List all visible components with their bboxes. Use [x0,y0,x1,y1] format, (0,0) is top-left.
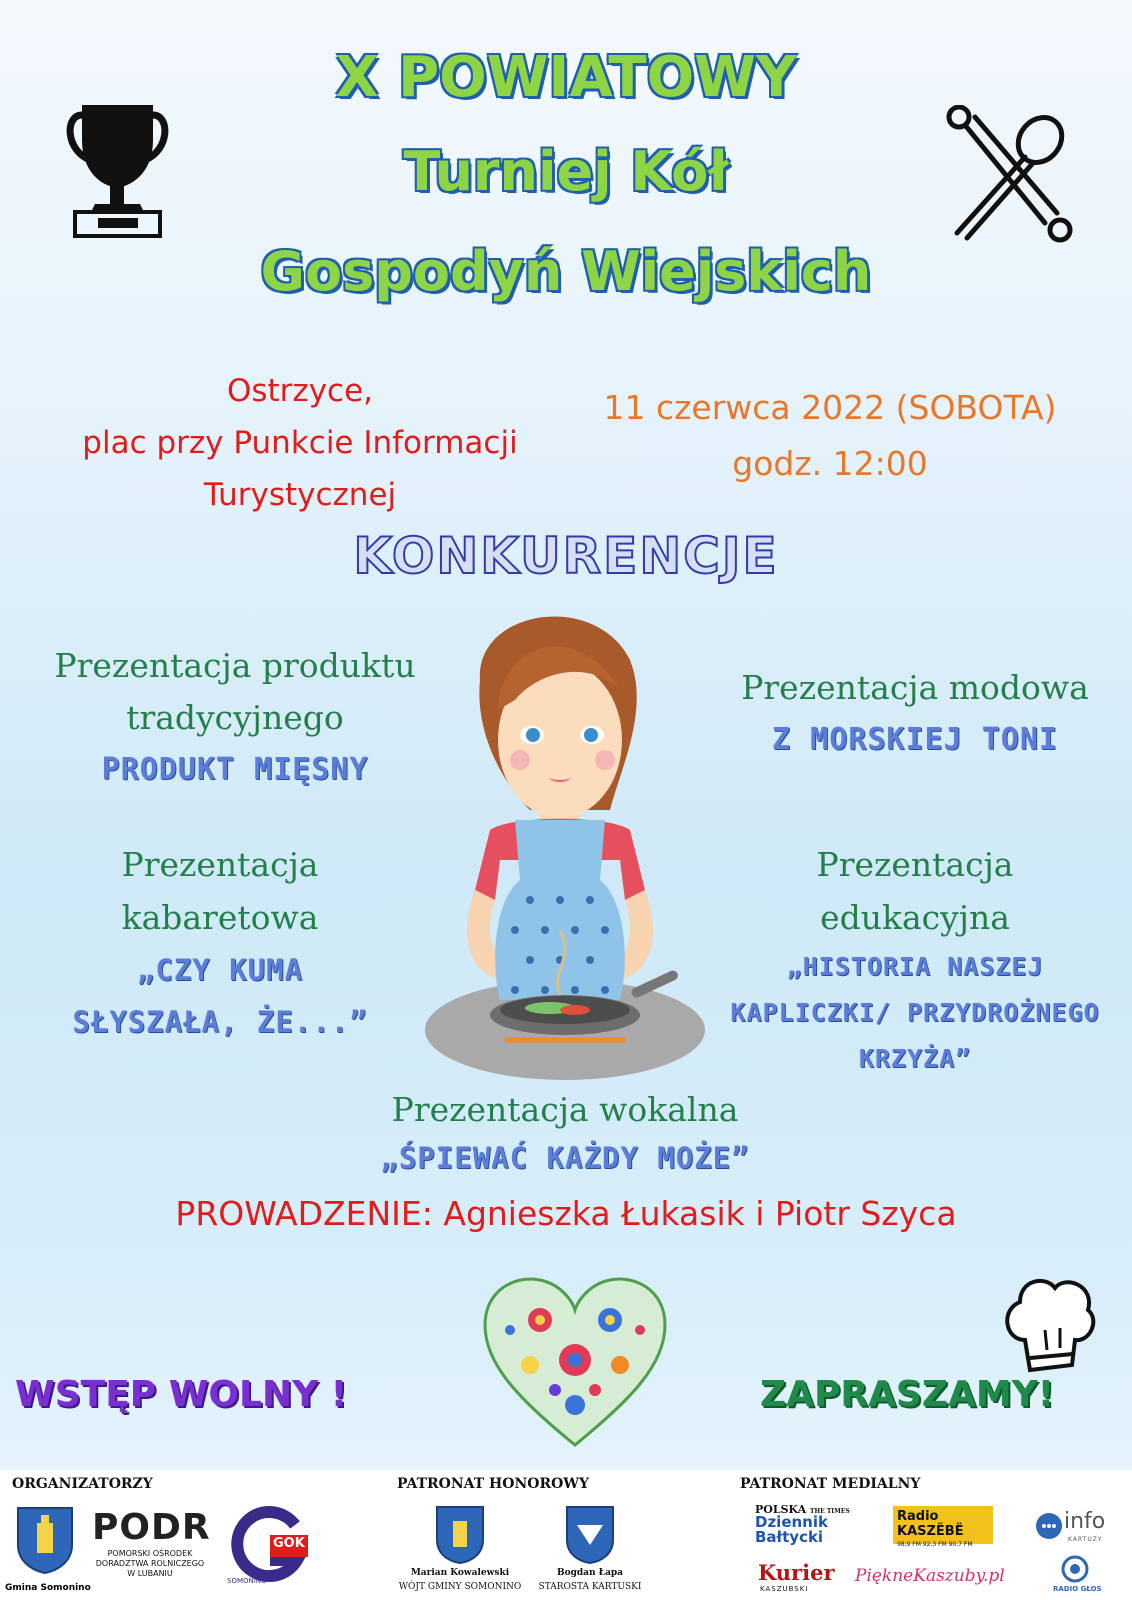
podr-description [90,1549,210,1579]
piekne-kaszuby-logo: PiękneKaszuby.pl [855,1566,1005,1586]
trophy-icon [60,100,175,240]
patron-2-name: Bogdan Łapa [556,1568,624,1578]
competition-education-theme-2: KAPLICZKI/ PRZYDROŻNEGO [730,998,1100,1027]
competition-education [720,838,1110,1082]
media-heading: PATRONAT MEDIALNY [740,1476,921,1492]
free-entry: WSTĘP WOLNY ! [15,1374,348,1415]
radio-kaszebe-freq: 98,9 FM 92,3 FM 90,7 FM [897,1541,973,1548]
competition-fashion-theme: Z MORSKIEJ TONI [772,722,1058,757]
competition-education-theme-3: KRZYŻA” [858,1044,972,1073]
info-label: info [1064,1509,1106,1534]
dziennik-label-2: Bałtycki [755,1528,824,1546]
dziennik-label-1: Dziennik [755,1513,828,1531]
location-line-2: plac przy Punkcie Informacji [82,425,518,461]
date [560,380,1100,492]
competition-education-label-1: Prezentacja [816,845,1014,884]
patron-1-role: WÓJT GMINY SOMONINO [398,1582,522,1592]
location-line-3: Turystycznej [203,477,397,513]
date-line-2: godz. 12:00 [732,444,928,483]
radio-kaszebe-logo [893,1506,993,1548]
competition-fashion [715,662,1115,766]
hosts: PROWADZENIE: Agnieszka Łukasik i Piotr Szyca [175,1194,957,1233]
competition-cabaret [40,838,400,1048]
competition-fashion-label: Prezentacja modowa [741,668,1089,707]
chef-hat-icon [1000,1270,1100,1380]
kurier-sub: KASZUBSKI [760,1585,809,1593]
location-line-1: Ostrzyce, [226,373,374,409]
competition-cabaret-label-1: Prezentacja [121,845,319,884]
radio-glos-icon [1060,1555,1090,1583]
competition-product [30,640,440,796]
title-line-1: X POWIATOWY [335,45,797,110]
info-sub: KARTUZY [1068,1536,1103,1543]
patron-1-name: Marian Kowalewski [410,1568,510,1578]
kurier-logo: Kurier [758,1560,835,1585]
location [40,365,560,521]
competition-education-theme-1: „HISTORIA NASZEJ [786,952,1044,981]
patron-2-role: STAROSTA KARTUSKI [538,1582,642,1592]
competition-vocal [300,1086,830,1182]
organizers-heading: ORGANIZATORZY [12,1476,153,1492]
utensils-icon [945,105,1075,245]
competition-education-label-2: edukacyjna [820,898,1010,937]
radio-glos-label: RADIO GŁOS [1053,1585,1102,1593]
podr-logo: PODR [92,1507,211,1548]
dziennik-times-label: THE TIMES [810,1508,850,1515]
section-title: KONKURENCJE [353,527,779,585]
date-line-1: 11 czerwca 2022 (SOBOTA) [603,388,1057,427]
gmina-crest-icon [15,1505,75,1575]
dziennik-polska-label: POLSKA [755,1503,807,1516]
gmina-label: Gmina Somonino [5,1583,91,1593]
gok-label: GOK [273,1536,305,1551]
podr-desc-1: POMORSKI OŚRODEK [107,1549,193,1558]
info-bubble-icon [1035,1512,1065,1540]
radio-kaszebe-label: Radio KASZËBË [897,1509,964,1539]
gok-sub: SOMONINO [227,1577,267,1585]
kartuzy-crest-icon [565,1505,615,1565]
competition-product-label-1: Prezentacja produktu [54,646,416,685]
honorary-heading: PATRONAT HONOROWY [397,1476,590,1492]
podr-desc-2: DORADZTWA ROLNICZEGO [95,1559,205,1568]
cook-woman-illustration [420,600,710,1090]
competition-cabaret-theme-2: SŁYSZAŁA, ŻE...” [72,1005,368,1039]
title-line-3: Gospodyń Wiejskich [260,240,872,303]
podr-desc-3: W LUBANIU [127,1569,173,1578]
invite: ZAPRASZAMY! [760,1374,1055,1415]
competition-vocal-label: Prezentacja wokalna [391,1090,739,1129]
competition-product-label-2: tradycyjnego [126,698,344,737]
title-line-2: Turniej Kół [403,140,729,203]
somonino-crest-icon [435,1505,485,1565]
competition-cabaret-label-2: kabaretowa [121,898,319,937]
folk-heart-illustration [480,1270,670,1450]
competition-product-theme: PRODUKT MIĘSNY [101,752,369,787]
dziennik-logo [755,1515,828,1545]
competition-vocal-theme: „ŚPIEWAĆ KAŻDY MOŻE” [380,1141,750,1175]
competition-cabaret-theme-1: „CZY KUMA [136,953,304,987]
